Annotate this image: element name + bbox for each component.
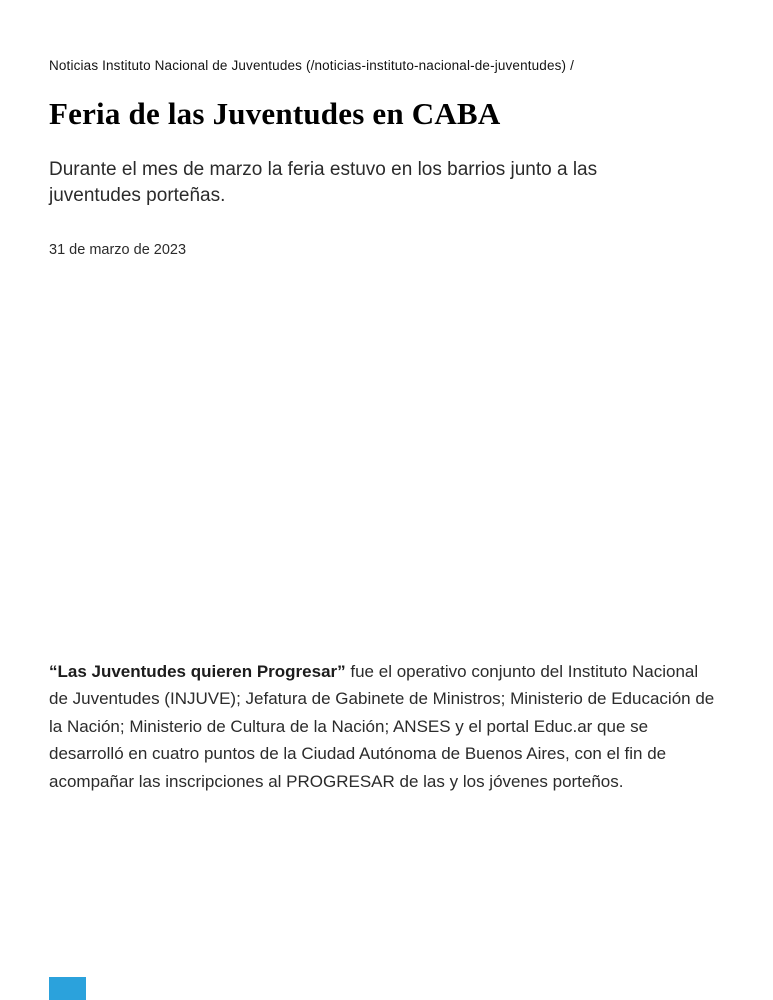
page-title: Feria de las Juventudes en CABA (49, 96, 501, 131)
article-body-text: fue el operativo conjunto del Instituto Nacional de Juventudes (INJUVE); Jefatura de Gabinete de Ministros; Ministerio de Educación de la Nación; Ministerio de Cultura de la Nación; ANSES y el portal Educ.ar que se desarrolló en cuatro puntos de la Ciudad Autónoma de Buenos Aires, con el fin de acompañar las inscripciones al PROGRESAR de las y los jóvenes porteños. (49, 661, 715, 791)
article-subtitle: Durante el mes de marzo la feria estuvo en los barrios junto a las juventudes porteñas. (49, 158, 598, 206)
breadcrumb-link-noticias[interactable]: Noticias Instituto Nacional de Juventudes (/noticias-instituto-nacional-de-juventudes) / (49, 58, 574, 73)
article-body (49, 658, 717, 796)
article-body-lead-bold: “Las Juventudes quieren Progresar” (49, 661, 346, 681)
breadcrumb (49, 57, 717, 75)
article-media-placeholder (49, 258, 717, 658)
article-date: 31 de marzo de 2023 (49, 241, 187, 258)
footer-logo-fragment (49, 977, 86, 1000)
